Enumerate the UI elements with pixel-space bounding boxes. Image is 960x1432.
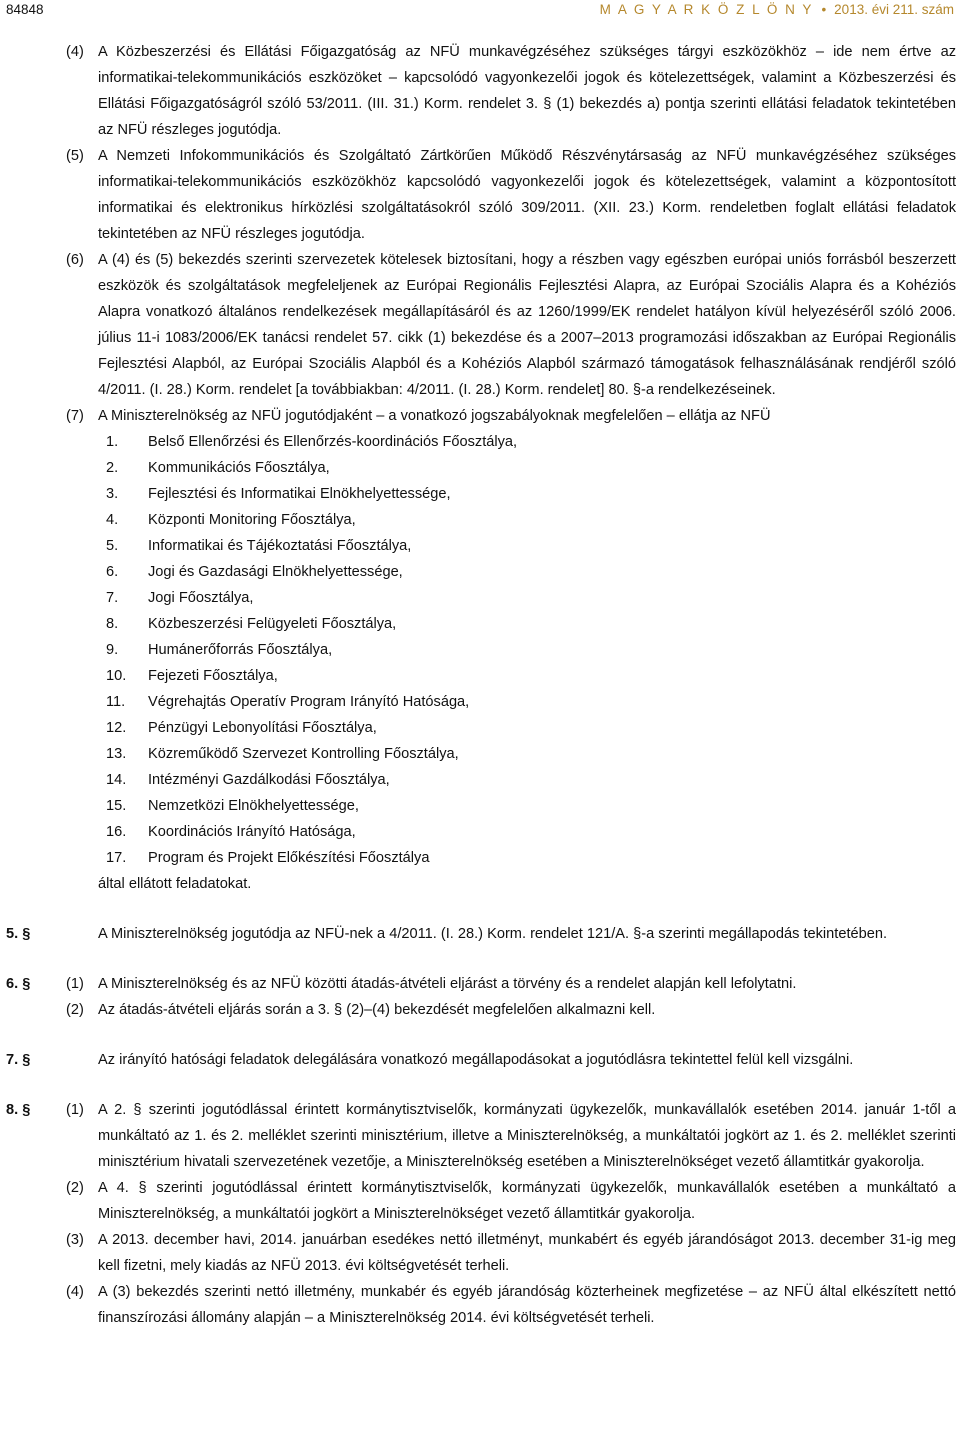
list-item-text: Program és Projekt Előkészítési Főosztálya: [148, 850, 430, 866]
list-closing-text: által ellátott feladatokat.: [98, 876, 252, 892]
list-item: [0, 637, 960, 663]
list-item-number: 4.: [106, 512, 119, 528]
paragraph-8-4: [0, 1279, 960, 1331]
list-item-text: Humánerőforrás Főosztálya,: [148, 642, 333, 658]
list-item: [0, 611, 960, 637]
list-item: [0, 429, 960, 455]
paragraph-text: A Miniszterelnökség jogutódja az NFÜ-nek a 4/2011. (I. 28.) Korm. rendelet 121/A. §-a szerinti megállapodás tekintetében.: [98, 926, 888, 942]
organizational-units-list: [0, 429, 960, 871]
paragraph-6-2: [0, 997, 960, 1023]
paragraph-8-3: [0, 1227, 960, 1279]
paragraph-number: (2): [66, 1180, 84, 1196]
list-item: [0, 689, 960, 715]
paragraph-number: (2): [66, 1002, 84, 1018]
section-5-text-block: [0, 921, 960, 947]
section-6: [0, 971, 960, 1023]
paragraph-text: A Nemzeti Infokommunikációs és Szolgáltató Zártkörűen Működő Részvénytársaság az NFÜ munkavégzéséhez szükséges informatikai-telekommunikációs eszközökhöz kapcsolódó vagyonkezelői jogok és kötelezettségek, valamint a központosított informatikai és elektronikus hírközlési szolgáltatásokról szóló 309/2011. (XII. 23.) Korm. rendeletben foglalt ellátási feladatok tekintetében az NFÜ részleges jogutódja.: [98, 148, 956, 242]
paragraph-number: (7): [66, 408, 84, 424]
list-item-text: Központi Monitoring Főosztálya,: [148, 512, 356, 528]
list-item-text: Intézményi Gazdálkodási Főosztálya,: [148, 772, 390, 788]
paragraph-number: (3): [66, 1232, 84, 1248]
list-item-text: Közreműködő Szervezet Kontrolling Főosztálya,: [148, 746, 459, 762]
list-item-number: 6.: [106, 564, 119, 580]
list-item-text: Kommunikációs Főosztálya,: [148, 460, 330, 476]
section-7: [0, 1047, 960, 1073]
list-item: [0, 481, 960, 507]
paragraph-number: (1): [66, 1102, 84, 1118]
journal-name: M A G Y A R K Ö Z L Ö N Y: [599, 2, 814, 17]
list-item: [0, 507, 960, 533]
list-item: [0, 533, 960, 559]
list-item-number: 12.: [106, 720, 127, 736]
list-item-text: Közbeszerzési Felügyeleti Főosztálya,: [148, 616, 397, 632]
paragraph-text: A 4. § szerinti jogutódlással érintett kormánytisztviselők, kormányzati ügykezelők, munkavállalók esetében a munkáltató a Miniszterelnökség, a munkáltatói jogkört a Miniszterelnökséget vezető államtitkár gyakorolja.: [98, 1180, 956, 1222]
paragraph-4-6: [0, 247, 960, 403]
paragraph-8-1: [0, 1097, 960, 1175]
paragraph-4-7: [0, 403, 960, 429]
list-item-text: Koordinációs Irányító Hatósága,: [148, 824, 356, 840]
paragraph-text: A 2013. december havi, 2014. januárban esedékes nettó illetményt, munkabért és egyéb járandóságot 2013. december 31-ig meg kell fizetni, mely kiadás az NFÜ 2013. évi költségvetését terheli.: [98, 1232, 956, 1274]
list-item-number: 9.: [106, 642, 119, 658]
list-item-text: Fejezeti Főosztálya,: [148, 668, 278, 684]
paragraph-4-4: [0, 39, 960, 143]
section-7-text-block: [0, 1047, 960, 1073]
list-item-number: 7.: [106, 590, 119, 606]
list-item-number: 1.: [106, 434, 119, 450]
list-item-text: Jogi és Gazdasági Elnökhelyettessége,: [148, 564, 403, 580]
list-item-number: 2.: [106, 460, 119, 476]
paragraph-6-1: [0, 971, 960, 997]
section-number: 8. §: [6, 1102, 31, 1118]
list-item: [0, 741, 960, 767]
paragraph-4-5: [0, 143, 960, 247]
section-8: [0, 1097, 960, 1331]
journal-title: [600, 1, 954, 19]
list-item-text: Nemzetközi Elnökhelyettessége,: [148, 798, 359, 814]
list-item-number: 3.: [106, 486, 119, 502]
list-item: [0, 715, 960, 741]
paragraph-number: (6): [66, 252, 84, 268]
list-item-number: 10.: [106, 668, 127, 684]
paragraph-8-2: [0, 1175, 960, 1227]
list-item-number: 15.: [106, 798, 127, 814]
paragraph-number: (1): [66, 976, 84, 992]
paragraph-text: A 2. § szerinti jogutódlással érintett kormánytisztviselők, kormányzati ügykezelők, munkavállalók esetében 2014. január 1-től a munkáltató az 1. és 2. melléklet szerinti minisztérium, illetve a Miniszterelnökség, a munkáltatói jogkört az 1. és 2. melléklet szerinti minisztérium hivatali szervezetének vezetője, a Miniszterelnökség esetében a Miniszterelnökséget vezető államtitkár gyakorolja.: [98, 1102, 956, 1170]
list-item-text: Jogi Főosztálya,: [148, 590, 254, 606]
list-item-number: 17.: [106, 850, 127, 866]
list-item-number: 16.: [106, 824, 127, 840]
list-item-text: Pénzügyi Lebonyolítási Főosztálya,: [148, 720, 377, 736]
paragraph-text: Az átadás-átvételi eljárás során a 3. § (2)–(4) bekezdését megfelelően alkalmazni kell.: [98, 1002, 656, 1018]
paragraph-text: A (4) és (5) bekezdés szerinti szervezetek kötelesek biztosítani, hogy a részben vagy egészben európai uniós forrásból beszerzett eszközök és szolgáltatások megfeleljenek az Európai Regionális Fejlesztési Alapra, az Európai Szociális Alapra és a Kohéziós Alapra vonatkozó általános rendelkezések megállapításáról és az 1260/1999/EK rendelet hatályon kívül helyezéséről szóló 2006. július 11-i 1083/2006/EK tanácsi rendelet 57. cikk (1) bekezdése és a 2007–2013 programozási időszakban az Európai Regionális Fejlesztési Alapból, az Európai Szociális Alapból és a Kohéziós Alapból származó támogatások felhasználásának rendjéről szóló 4/2011. (I. 28.) Korm. rendelet [a továbbiakban: 4/2011. (I. 28.) Korm. rendelet] 80. §-a rendelkezéseinek.: [98, 252, 956, 398]
list-item-number: 11.: [106, 694, 126, 710]
list-item: [0, 819, 960, 845]
section-5: [0, 921, 960, 947]
list-item: [0, 663, 960, 689]
page-header: [0, 0, 960, 26]
list-item: [0, 559, 960, 585]
list-item-text: Végrehajtás Operatív Program Irányító Hatósága,: [148, 694, 470, 710]
list-item-number: 5.: [106, 538, 119, 554]
paragraph-text: A Miniszterelnökség és az NFÜ közötti átadás-átvételi eljárást a törvény és a rendelet alapján kell lefolytatni.: [98, 976, 797, 992]
list-item: [0, 845, 960, 871]
paragraph-text: A (3) bekezdés szerinti nettó illetmény, munkabér és egyéb járandóság közterheinek megfizetése – az NFÜ által elkészített nettó finanszírozási állomány alapján – a Miniszterelnökség 2014. évi költségvetését terheli.: [98, 1284, 956, 1326]
paragraph-text: A Miniszterelnökség az NFÜ jogutódjaként – a vonatkozó jogszabályoknak megfelelően – ellátja az NFÜ: [98, 408, 771, 424]
list-item-text: Informatikai és Tájékoztatási Főosztálya,: [148, 538, 412, 554]
paragraph-number: (4): [66, 44, 84, 60]
paragraph-text: A Közbeszerzési és Ellátási Főigazgatóság az NFÜ munkavégzéséhez szükséges tárgyi eszközökhöz – ide nem értve az informatikai-telekommunikációs eszközöket – kapcsolódó vagyonkezelői jogok és kötelezettségek, valamint a Közbeszerzési és Ellátási Főigazgatóságról szóló 53/2011. (III. 31.) Korm. rendelet 3. § (1) bekezdés a) pontja szerinti ellátási feladatok tekintetében az NFÜ részleges jogutódja.: [98, 44, 956, 138]
list-item-text: Fejlesztési és Informatikai Elnökhelyettessége,: [148, 486, 451, 502]
list-item-number: 14.: [106, 772, 127, 788]
list-item: [0, 767, 960, 793]
paragraph-number: (5): [66, 148, 84, 164]
issue-number: 2013. évi 211. szám: [834, 2, 954, 17]
list-item: [0, 585, 960, 611]
list-item-text: Belső Ellenőrzési és Ellenőrzés-koordinációs Főosztálya,: [148, 434, 518, 450]
list-item-number: 13.: [106, 746, 127, 762]
section-number: 5. §: [6, 926, 31, 942]
page-number: 84848: [6, 2, 44, 17]
section-number: 6. §: [6, 976, 31, 992]
document-body: [0, 39, 960, 1331]
header-bullet: •: [821, 2, 827, 17]
list-item-number: 8.: [106, 616, 119, 632]
section-number: 7. §: [6, 1052, 31, 1068]
list-item: [0, 455, 960, 481]
paragraph-number: (4): [66, 1284, 84, 1300]
list-item: [0, 793, 960, 819]
paragraph-text: Az irányító hatósági feladatok delegálására vonatkozó megállapodásokat a jogutódlásra tekintettel felül kell vizsgálni.: [98, 1052, 854, 1068]
